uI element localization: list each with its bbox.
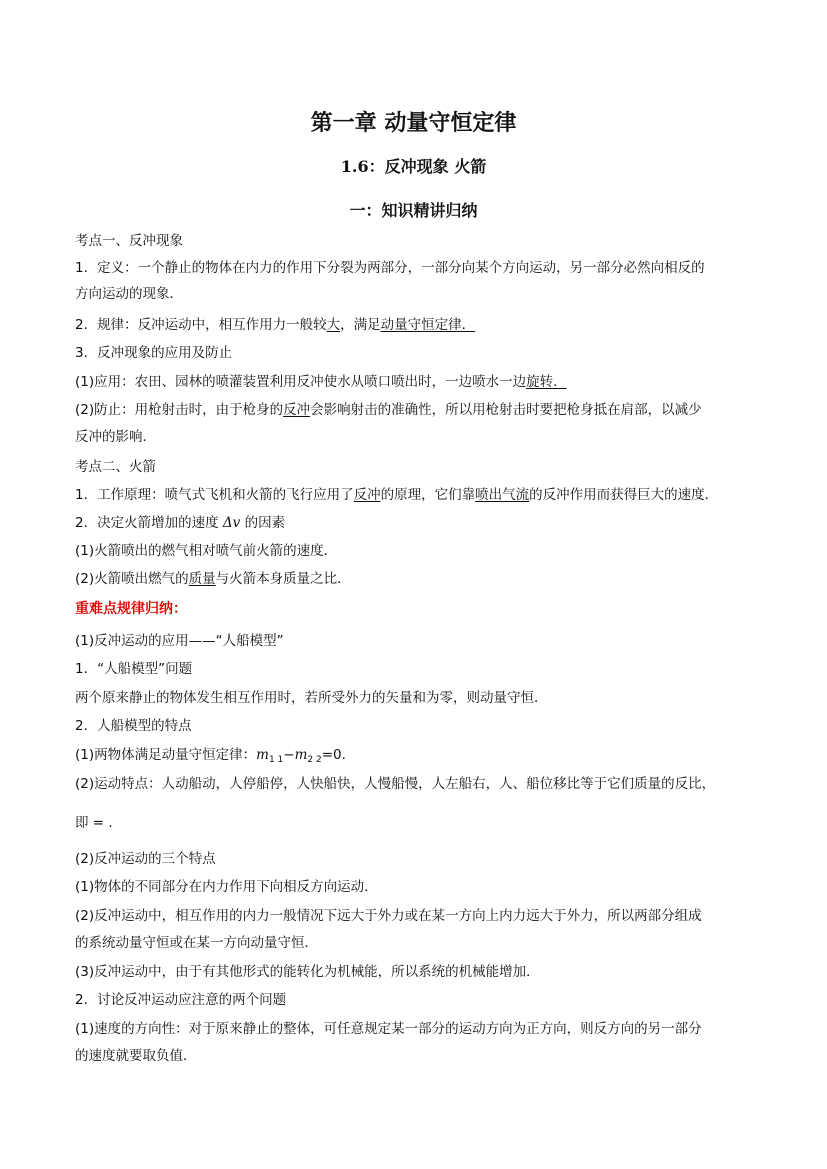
model-features-heading: 2．人船模型的特点	[75, 718, 192, 734]
work-underline-2: 喷出气流	[475, 487, 530, 503]
ratio-line: 即 = .	[75, 815, 113, 831]
decide-text-b: 的因素	[240, 515, 286, 531]
work-text-b: 的原理，它们靠	[380, 487, 476, 503]
law-underline-2: 动量守恒定律．	[380, 317, 476, 333]
recoil-feature-2-line-1: (2)反冲运动中，相互作用的内力一般情况下远大于外力或在某一方向上内力远大于外力，所以两部分组成	[75, 908, 702, 924]
definition-line-1: 1．定义：一个静止的物体在内力的作用下分裂为两部分，一部分向某个方向运动，另一部分必然向相反的	[75, 260, 705, 276]
model-heading: (1)反冲运动的应用——“人船模型”	[75, 633, 284, 649]
use-text: (1)应用：农田、园林的喷灌装置利用反冲使水从喷口喷出时，一边喷水一边	[75, 374, 527, 390]
topic-two-heading: 考点二、火箭	[75, 459, 156, 475]
eq-minus: −	[283, 747, 295, 763]
eq-sub-1: 1 1	[268, 755, 284, 765]
factor-1: (1)火箭喷出的燃气相对喷气前火箭的速度．	[75, 543, 338, 559]
use-underline: 旋转．	[526, 374, 567, 390]
note-1-line-1: (1)速度的方向性：对于原来静止的整体，可任意规定某一部分的运动方向为正方向，则反方向的另一部分	[75, 1021, 702, 1037]
factor-2-underline: 质量	[188, 571, 216, 587]
note-1-line-2: 的速度就要取负值．	[75, 1048, 197, 1064]
eq-m1: m	[256, 747, 269, 763]
work-underline-1: 反冲	[353, 487, 381, 503]
motion-features: (2)运动特点：人动船动，人停船停，人快船快，人慢船慢，人左船右，人、船位移比等于它们质量的反比，	[75, 776, 716, 792]
prevent-line-1	[75, 401, 702, 419]
factor-2-text-b: 与火箭本身质量之比．	[215, 571, 351, 587]
work-text-c: 的反冲作用而获得巨大的速度．	[529, 487, 719, 503]
key-points-heading: 重难点规律归纳：	[75, 601, 187, 617]
model-problem: 1．“人船模型”问题	[75, 661, 193, 677]
prevent-text-b: 会影响射击的准确性，所以用枪射击时要把枪身抵在肩部，以减少	[310, 402, 702, 418]
definition-line-2: 方向运动的现象．	[75, 286, 183, 302]
eq-m2: m	[294, 747, 308, 763]
law-text-b: ，满足	[340, 317, 381, 333]
decide-text-a: 2．决定火箭增加的速度	[75, 515, 223, 531]
chapter-title: 第一章 动量守恒定律	[310, 110, 517, 136]
application-heading: 3．反冲现象的应用及防止	[75, 345, 233, 361]
recoil-features-heading: (2)反冲运动的三个特点	[75, 851, 216, 867]
prevent-line-2: 反冲的影响．	[75, 429, 156, 445]
law-text-a: 2．规律：反冲运动中，相互作用力一般较	[75, 317, 327, 333]
lesson-title: 1.6：反冲现象 火箭	[340, 157, 487, 176]
work-line	[75, 486, 718, 504]
factor-2-text-a: (2)火箭喷出燃气的	[75, 571, 189, 587]
factor-2	[75, 570, 351, 588]
prevent-underline: 反冲	[283, 402, 311, 418]
recoil-feature-1: (1)物体的不同部分在内力作用下向相反方向运动．	[75, 879, 378, 895]
prevent-text-a: (2)防止：用枪射击时，由于枪身的	[75, 402, 284, 418]
momentum-equation-line	[75, 746, 346, 769]
model-condition: 两个原来静止的物体发生相互作用时，若所受外力的矢量和为零，则动量守恒．	[75, 690, 548, 706]
work-text-a: 1．工作原理：喷气式飞机和火箭的飞行应用了	[75, 487, 354, 503]
use-line	[75, 373, 567, 391]
eq-sub-2: 2 2	[307, 755, 322, 765]
eq-end: =0.	[321, 747, 346, 763]
recoil-feature-3: (3)反冲运动中，由于有其他形式的能转化为机械能，所以系统的机械能增加．	[75, 964, 540, 980]
law-line	[75, 316, 475, 334]
recoil-feature-2-line-2: 的系统动量守恒或在某一方向动量守恒．	[75, 935, 318, 951]
notes-heading: 2．讨论反冲运动应注意的两个问题	[75, 992, 287, 1008]
equation-label: (1)两物体满足动量守恒定律：	[75, 747, 257, 763]
section-title: 一：知识精讲归纳	[349, 201, 478, 220]
topic-one-heading: 考点一、反冲现象	[75, 233, 183, 249]
law-underline-1: 大	[326, 317, 341, 333]
decide-line	[75, 514, 285, 532]
delta-v-symbol: Δv	[222, 515, 241, 531]
